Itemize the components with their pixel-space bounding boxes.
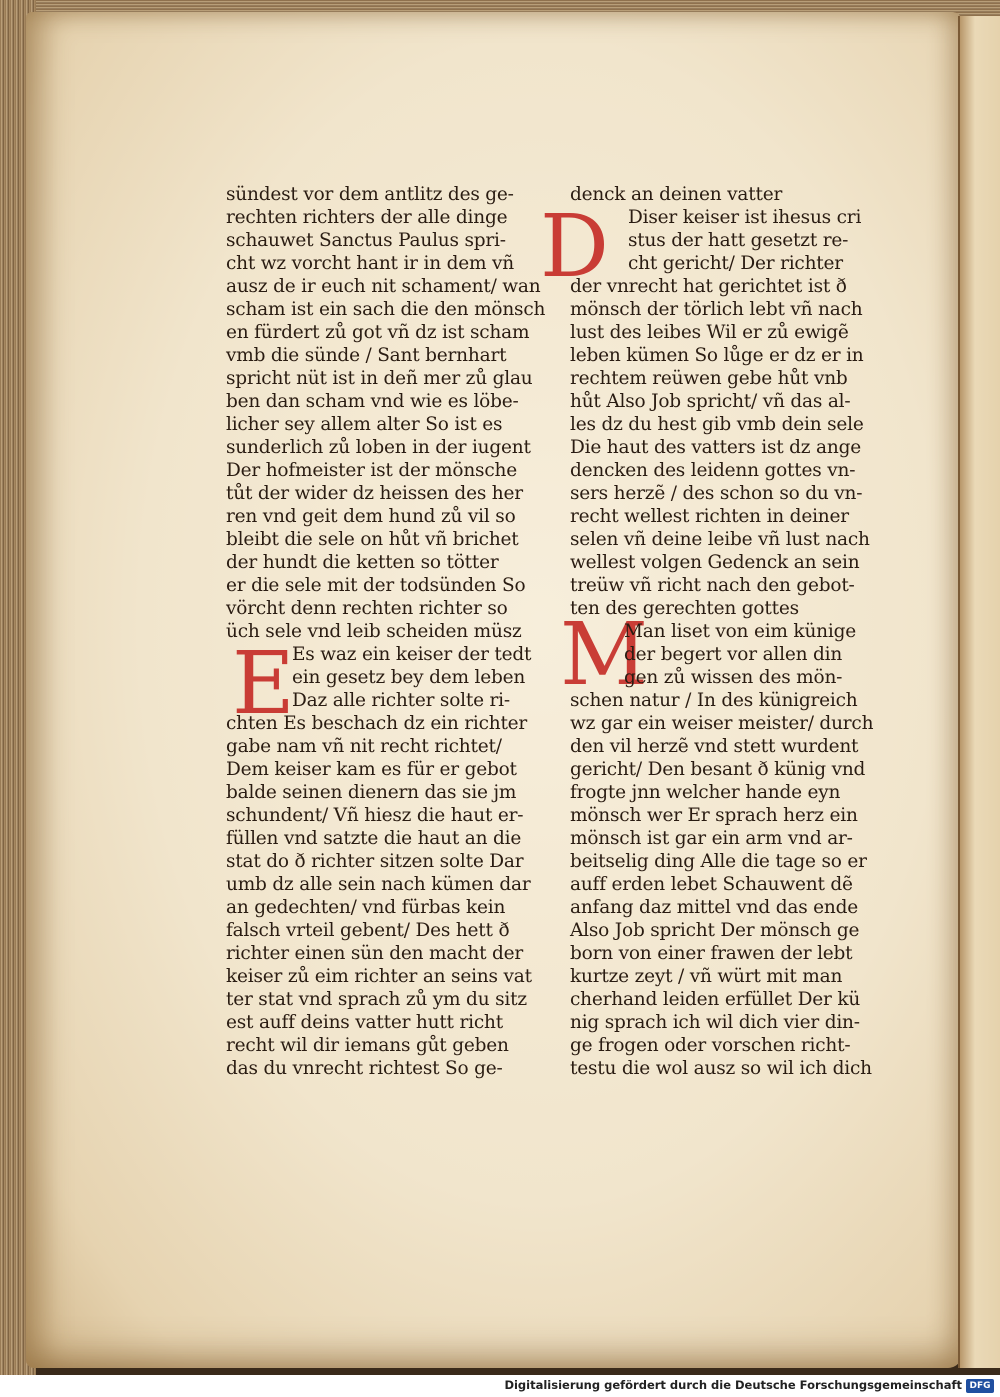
text-line: treüw vñ richt nach den gebot- — [570, 575, 855, 596]
text-line: ter stat vnd sprach zů ym du sitz — [226, 989, 527, 1010]
red-initial-m: M — [560, 605, 649, 705]
text-line: beitselig ding Alle die tage so er — [570, 851, 867, 872]
text-line: frogte jnn welcher hande eyn — [570, 782, 841, 803]
text-line: denck an deinen vatter — [570, 184, 783, 205]
text-line: Die haut des vatters ist dz ange — [570, 437, 861, 458]
text-line: er die sele mit der todsünden So — [226, 575, 526, 596]
text-line: wz gar ein weiser meister/ durch — [570, 713, 874, 734]
text-line: füllen vnd satzte die haut an die — [226, 828, 522, 849]
text-line: bleibt die sele on hůt vñ brichet — [226, 529, 519, 550]
text-line: üch sele vnd leib scheiden müsz — [226, 621, 522, 642]
text-line: est auff deins vatter hutt richt — [226, 1012, 503, 1033]
text-line: mönsch der törlich lebt vñ nach — [570, 299, 863, 320]
text-line: born von einer frawen der lebt — [570, 943, 853, 964]
text-line: chten Es beschach dz ein richter — [226, 713, 528, 734]
text-line: der begert vor allen din — [624, 644, 843, 665]
text-line: leben kümen So lůge er dz er in — [570, 345, 864, 366]
funding-credit: Digitalisierung gefördert durch die Deutsche Forschungsgemeinschaft — [504, 1378, 962, 1392]
text-line: kurtze zeyt / vñ würt mit man — [570, 966, 843, 987]
text-line: Also Job spricht Der mönsch ge — [570, 920, 860, 941]
text-line: keiser zů eim richter an seins vat — [226, 966, 532, 987]
text-line: spricht nüt ist in deñ mer zů glau — [226, 368, 533, 389]
text-line: gabe nam vñ nit recht richtet/ — [226, 736, 502, 757]
text-line: Der hofmeister ist der mönsche — [226, 460, 517, 481]
text-line: Diser keiser ist ihesus cri — [628, 207, 862, 228]
red-initial-d: D — [540, 197, 609, 297]
text-line: hůt Also Job spricht/ vñ das al- — [570, 391, 851, 412]
text-line: auff erden lebet Schauwent dẽ — [570, 874, 853, 895]
text-line: mönsch wer Er sprach herz ein — [570, 805, 858, 826]
text-line: wellest volgen Gedenck an sein — [570, 552, 860, 573]
text-line: umb dz alle sein nach kümen dar — [226, 874, 531, 895]
text-line: Daz alle richter solte ri- — [292, 690, 510, 711]
text-line: schen natur / In des künigreich — [570, 690, 858, 711]
text-line: selen vñ deine leibe vñ lust nach — [570, 529, 870, 550]
text-line: recht wellest richten in deiner — [570, 506, 849, 527]
text-line: falsch vrteil gebent/ Des hett ð — [226, 920, 510, 941]
text-line: en fürdert zů got vñ dz ist scham — [226, 322, 530, 343]
right-text-column — [570, 183, 873, 1080]
text-line: Man liset von eim künige — [624, 621, 856, 642]
text-line: den vil herzẽ vnd stett wurdent — [570, 736, 859, 757]
text-line: schundent/ Vñ hiesz die haut er- — [226, 805, 524, 826]
text-line: cht gericht/ Der richter — [628, 253, 843, 274]
text-line: cht wz vorcht hant ir in dem vñ — [226, 253, 514, 274]
text-line: tůt der wider dz heissen des her — [226, 483, 523, 504]
text-line: gen zů wissen des mön- — [624, 667, 843, 688]
text-line: ben dan scham vnd wie es löbe- — [226, 391, 519, 412]
text-line: der hundt die ketten so tötter — [226, 552, 499, 573]
text-line: rechtem reüwen gebe hůt vnb — [570, 368, 848, 389]
facing-page-edge — [958, 16, 1000, 1368]
text-line: vmb die sünde / Sant bernhart — [226, 345, 507, 366]
text-line: ge frogen oder vorschen richt- — [570, 1035, 851, 1056]
text-line: mönsch ist gar ein arm vnd ar- — [570, 828, 853, 849]
text-line: scham ist ein sach die den mönsch — [226, 299, 546, 320]
text-line: lust des leibes Wil er zů ewigẽ — [570, 322, 849, 343]
text-line: das du vnrecht richtest So ge- — [226, 1058, 503, 1079]
text-line: sers herzẽ / des schon so du vn- — [570, 483, 863, 504]
text-line: rechten richters der alle dinge — [226, 207, 508, 228]
text-line: stat do ð richter sitzen solte Dar — [226, 851, 524, 872]
text-line: an gedechten/ vnd fürbas kein — [226, 897, 506, 918]
text-line: der vnrecht hat gerichtet ist ð — [570, 276, 847, 297]
text-line: richter einen sün den macht der — [226, 943, 524, 964]
footer-bar — [0, 1375, 1000, 1397]
text-line: gericht/ Den besant ð künig vnd — [570, 759, 866, 780]
left-text-column — [226, 183, 545, 1080]
text-line: ausz de ir euch nit schament/ wan — [226, 276, 541, 297]
text-line: testu die wol ausz so wil ich dich — [570, 1058, 872, 1079]
text-line: Es waz ein keiser der tedt — [292, 644, 532, 665]
text-line: anfang daz mittel vnd das ende — [570, 897, 859, 918]
text-line: dencken des leidenn gottes vn- — [570, 460, 856, 481]
text-line: stus der hatt gesetzt re- — [628, 230, 849, 251]
text-line: vörcht denn rechten richter so — [226, 598, 508, 619]
text-line: sündest vor dem antlitz des ge- — [226, 184, 514, 205]
text-line: Dem keiser kam es für er gebot — [226, 759, 517, 780]
red-initial-e: E — [232, 634, 295, 734]
text-line: schauwet Sanctus Paulus spri- — [226, 230, 506, 251]
dfg-logo: DFG — [966, 1379, 994, 1393]
text-line: sunderlich zů loben in der iugent — [226, 437, 531, 458]
text-line: balde seinen dienern das sie jm — [226, 782, 517, 803]
text-line: les dz du hest gib vmb dein sele — [570, 414, 864, 435]
text-line: licher sey allem alter So ist es — [226, 414, 503, 435]
text-line: recht wil dir iemans gůt geben — [226, 1035, 509, 1056]
text-line: cherhand leiden erfüllet Der kü — [570, 989, 861, 1010]
text-line: ten des gerechten gottes — [570, 598, 799, 619]
text-line: ren vnd geit dem hund zů vil so — [226, 506, 516, 527]
text-line: ein gesetz bey dem leben — [292, 667, 526, 688]
text-line: nig sprach ich wil dich vier din- — [570, 1012, 860, 1033]
